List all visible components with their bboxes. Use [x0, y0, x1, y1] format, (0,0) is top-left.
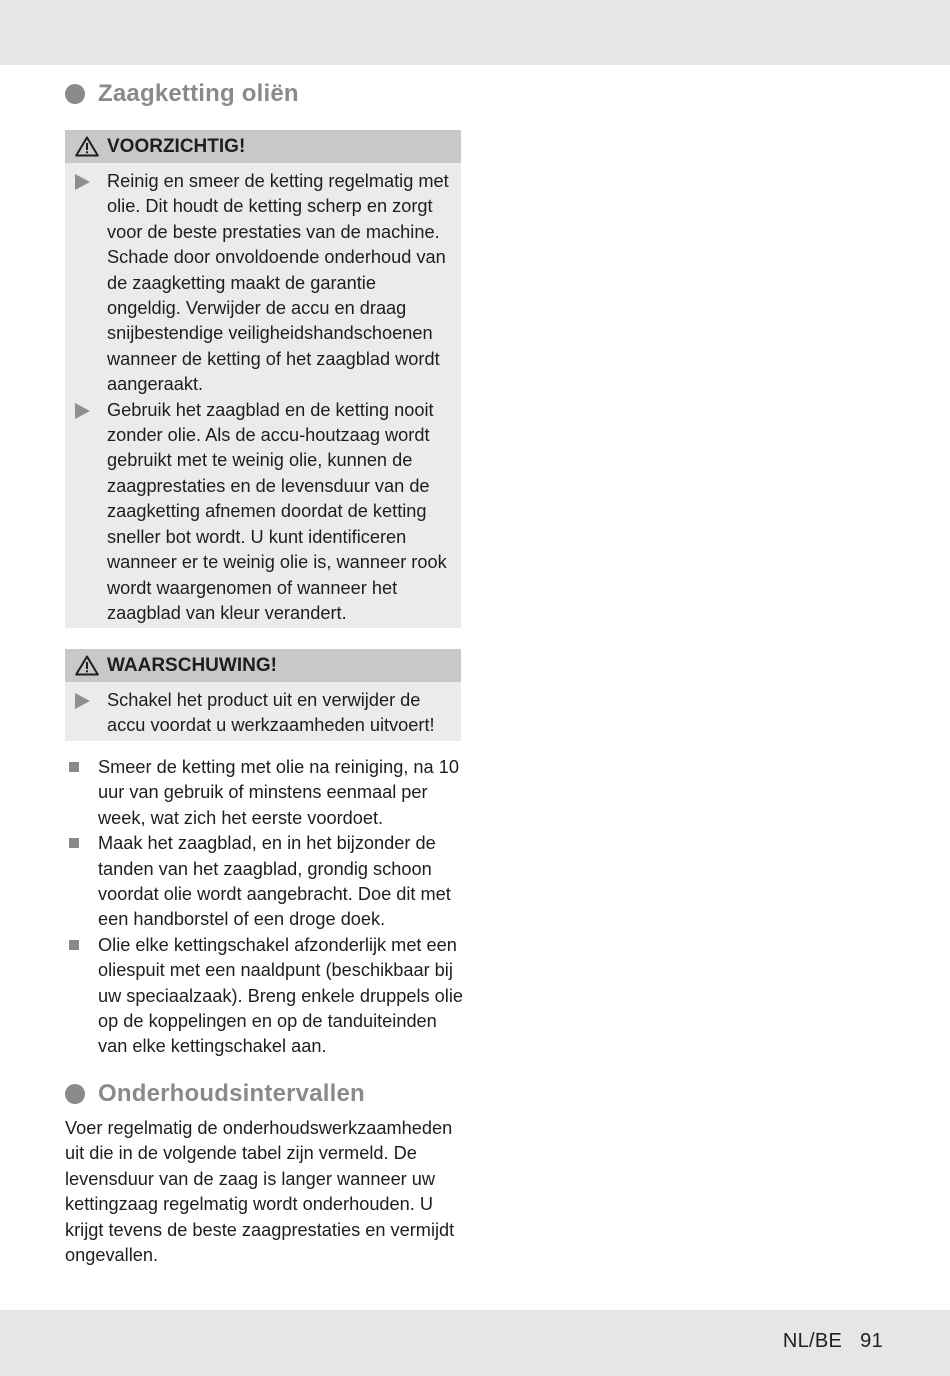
- list-item: [65, 933, 465, 1060]
- list-item-text: Maak het zaagblad, en in het bijzonder de tanden van het zaagblad, grondig schoon voordat olie wordt aangebracht. Doe dit met een handborstel of een droge doek.: [98, 833, 451, 930]
- arrow-bullet-icon: [75, 403, 90, 419]
- caution-box: [65, 130, 461, 628]
- square-bullet-icon: [69, 838, 79, 848]
- section-heading-chain-oil: [65, 80, 299, 108]
- warning-item-text: Schakel het product uit en verwijder de accu voordat u werkzaamheden uitvoert!: [107, 690, 435, 736]
- warning-item: [75, 688, 451, 739]
- caution-item-text: Gebruik het zaagblad en de ketting nooit zonder olie. Als de accu-houtzaag wordt gebruikt met te weinig olie, kunnen de zaagprestaties en de levensduur van de zaagketting afnemen doordat de ketting sneller bot wordt. U kunt identificeren wanneer er te weinig olie is, wanneer rook wordt waargenomen of wanneer het zaagblad van kleur verandert.: [107, 399, 447, 623]
- list-item-text: Olie elke kettingschakel afzonderlijk met een oliespuit met een naaldpunt (beschikbaar bij uw speciaalzaak). Breng enkele druppels olie op de koppelingen en op de tanduiteinden van elke kettingschakel aan.: [98, 934, 463, 1057]
- list-item: [65, 755, 465, 831]
- maintenance-paragraph: Voer regelmatig de onderhoudswerkzaamheden uit die in de volgende tabel zijn vermeld. De levensduur van de zaag is langer wanneer uw kettingzaag regelmatig wordt onderhouden. U krijgt tevens de beste zaagprestaties en vermijdt ongevallen.: [65, 1118, 455, 1266]
- heading-dot-icon: [65, 1084, 85, 1104]
- caution-body: [65, 163, 461, 628]
- square-bullet-icon: [69, 762, 79, 772]
- caution-item: [75, 398, 451, 627]
- top-band: [0, 0, 950, 65]
- arrow-bullet-icon: [75, 174, 90, 190]
- square-bullet-icon: [69, 940, 79, 950]
- section-title: Onderhoudsintervallen: [98, 1080, 365, 1107]
- oiling-steps-list: [65, 755, 465, 1060]
- warning-header: [65, 649, 461, 682]
- list-item-text: Smeer de ketting met olie na reiniging, na 10 uur van gebruik of minstens eenmaal per week, wat zich het eerste voordoet.: [98, 757, 459, 828]
- warning-triangle-icon: [75, 136, 99, 157]
- page-footer: [783, 1330, 883, 1353]
- footer-locale: NL/BE: [782, 1330, 843, 1352]
- warning-body: [65, 682, 461, 741]
- section-heading-maintenance-intervals: [65, 1080, 365, 1108]
- section-title: Zaagketting oliën: [98, 80, 299, 107]
- warning-label: WAARSCHUWING!: [107, 654, 277, 676]
- caution-label: VOORZICHTIG!: [107, 135, 246, 157]
- arrow-bullet-icon: [75, 693, 90, 709]
- list-item: [65, 831, 465, 933]
- caution-item: [75, 169, 451, 398]
- caution-header: [65, 130, 461, 163]
- page-number: 91: [860, 1330, 883, 1352]
- warning-box: [65, 649, 461, 741]
- heading-dot-icon: [65, 84, 85, 104]
- warning-triangle-icon: [75, 655, 99, 676]
- caution-item-text: Reinig en smeer de ketting regelmatig met olie. Dit houdt de ketting scherp en zorgt voor de beste prestaties van de machine. Schade door onvoldoende onderhoud van de zaagketting maakt de garantie ongeldig. Verwijder de accu en draag snijbestendige veiligheidshandschoenen wanneer de ketting of het zaagblad wordt aangeraakt.: [107, 171, 449, 395]
